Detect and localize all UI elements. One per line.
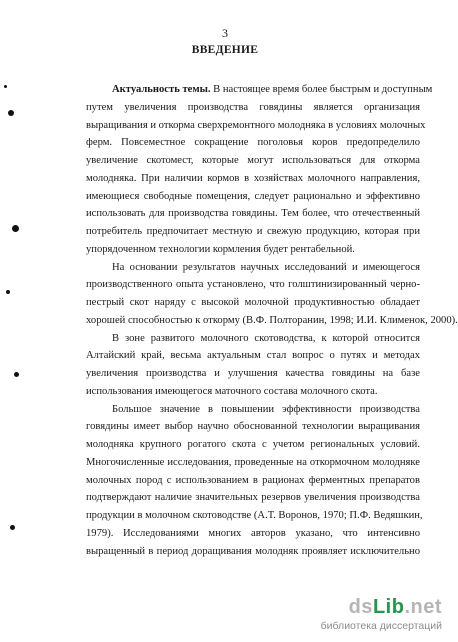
text-line bbox=[86, 347, 420, 364]
logo-lib: Lib bbox=[372, 596, 405, 618]
page-heading: ВВЕДЕНИЕ bbox=[191, 44, 259, 56]
scan-artifact-dot bbox=[4, 85, 7, 88]
line-text: молочных пород с использованием в рационах ферментных препаратов bbox=[86, 474, 420, 486]
line-text: В зоне развитого молочного скотоводства, к которой относится bbox=[112, 332, 420, 344]
line-text: говядины имеет выбор научно обоснованной технологии выращивания bbox=[86, 421, 420, 433]
text-line bbox=[86, 134, 420, 151]
dslib-logo bbox=[349, 596, 442, 619]
text-line bbox=[86, 152, 420, 169]
text-line bbox=[86, 241, 420, 258]
text-line bbox=[86, 170, 420, 187]
text-line bbox=[86, 383, 420, 400]
text-line bbox=[86, 294, 420, 311]
logo-prefix: ds bbox=[348, 596, 373, 618]
line-text: хорошей способностью к откорму (В.Ф. Полторанин, 1998; И.И. Клименок, 2000). bbox=[86, 314, 458, 326]
scan-artifact-dot bbox=[6, 290, 10, 294]
line-text: производственного опыта установлено, что голштинизированный черно- bbox=[86, 279, 420, 291]
text-line bbox=[112, 401, 420, 418]
line-text: потребитель предпочитает местную и свежую продукцию, которая при bbox=[86, 226, 420, 237]
page-number: 3 bbox=[222, 26, 228, 40]
text-line bbox=[86, 223, 420, 240]
text-line bbox=[86, 205, 420, 222]
text-line bbox=[86, 454, 420, 471]
text-line bbox=[86, 436, 420, 453]
text-line bbox=[86, 418, 420, 435]
text-line bbox=[86, 525, 420, 542]
line-text: выращенный в период доращивания молодняк проявляет исключительно bbox=[86, 545, 420, 557]
line-text: подтверждают наличие значительных резервов увеличения производства bbox=[86, 492, 420, 504]
text-line bbox=[86, 543, 420, 560]
dslib-watermark[interactable] bbox=[294, 596, 442, 636]
line-text: путем увеличения производства говядины является организация bbox=[86, 101, 420, 113]
text-line bbox=[86, 99, 420, 116]
text-line bbox=[112, 259, 420, 276]
text-line bbox=[86, 489, 420, 506]
text-line bbox=[86, 312, 458, 329]
line-text: упорядоченном технологии кормления будет рентабельной. bbox=[86, 243, 355, 255]
text-line bbox=[112, 81, 433, 98]
text-line bbox=[86, 472, 420, 489]
line-text: На основании результатов научных исследований и имеющегося bbox=[112, 261, 420, 273]
line-text: Большое значение в повышении эффективности производства bbox=[112, 403, 420, 415]
line-text: использовать для производства говядины. Тем более, что отечественный bbox=[86, 208, 420, 220]
text-line bbox=[86, 188, 420, 205]
scan-artifact-dot bbox=[14, 372, 19, 377]
line-text: ферм. Повсеместное сокращение поголовья коров предопределило bbox=[86, 137, 420, 149]
text-line bbox=[86, 276, 420, 293]
line-text: пестрый скот наряду с высокой молочной продуктивностью обладает bbox=[86, 297, 420, 308]
text-line bbox=[86, 507, 423, 524]
line-text: увеличение скотомест, которые могут использоваться для откорма bbox=[86, 155, 420, 166]
line-text: имеющиеся свободные помещения, следует рационально и эффективно bbox=[86, 190, 420, 202]
scan-artifact-dot bbox=[8, 110, 14, 116]
line-text: 1979). Исследованиями многих авторов указано, что интенсивно bbox=[86, 527, 420, 539]
line-text: выращивания и откорма сверхремонтного молодняка в условиях молочных bbox=[86, 119, 426, 131]
scan-artifact-dot bbox=[10, 525, 15, 530]
scan-artifact-dot bbox=[12, 225, 19, 232]
text-line bbox=[86, 365, 420, 382]
line-text: Многочисленные исследования, проведенные на откормочном молодняке bbox=[86, 456, 420, 468]
logo-suffix: .net bbox=[404, 596, 442, 618]
text-line bbox=[112, 330, 420, 347]
line-text: молодняка. При наличии кормов в хозяйствах молочного направления, bbox=[86, 172, 420, 184]
line-text: В настоящее время более быстрым и доступным bbox=[210, 84, 433, 95]
line-text: использования имеющегося маточного состава молочного скота. bbox=[86, 385, 378, 397]
text-line bbox=[86, 117, 426, 134]
line-text: увеличения производства и улучшения качества говядины на базе bbox=[86, 368, 420, 379]
line-text: Алтайский край, весьма актуальным стал вопрос о путях и методах bbox=[86, 350, 420, 362]
line-text: молодняка крупного рогатого скота с учетом региональных условий. bbox=[86, 439, 420, 450]
line-text: продукции в молочном скотоводстве (А.Т. Воронов, 1970; П.Ф. Ведяшкин, bbox=[86, 510, 423, 521]
lead-phrase: Актуальность темы. bbox=[112, 84, 211, 95]
watermark-subtitle: библиотека диссертаций bbox=[320, 620, 442, 632]
